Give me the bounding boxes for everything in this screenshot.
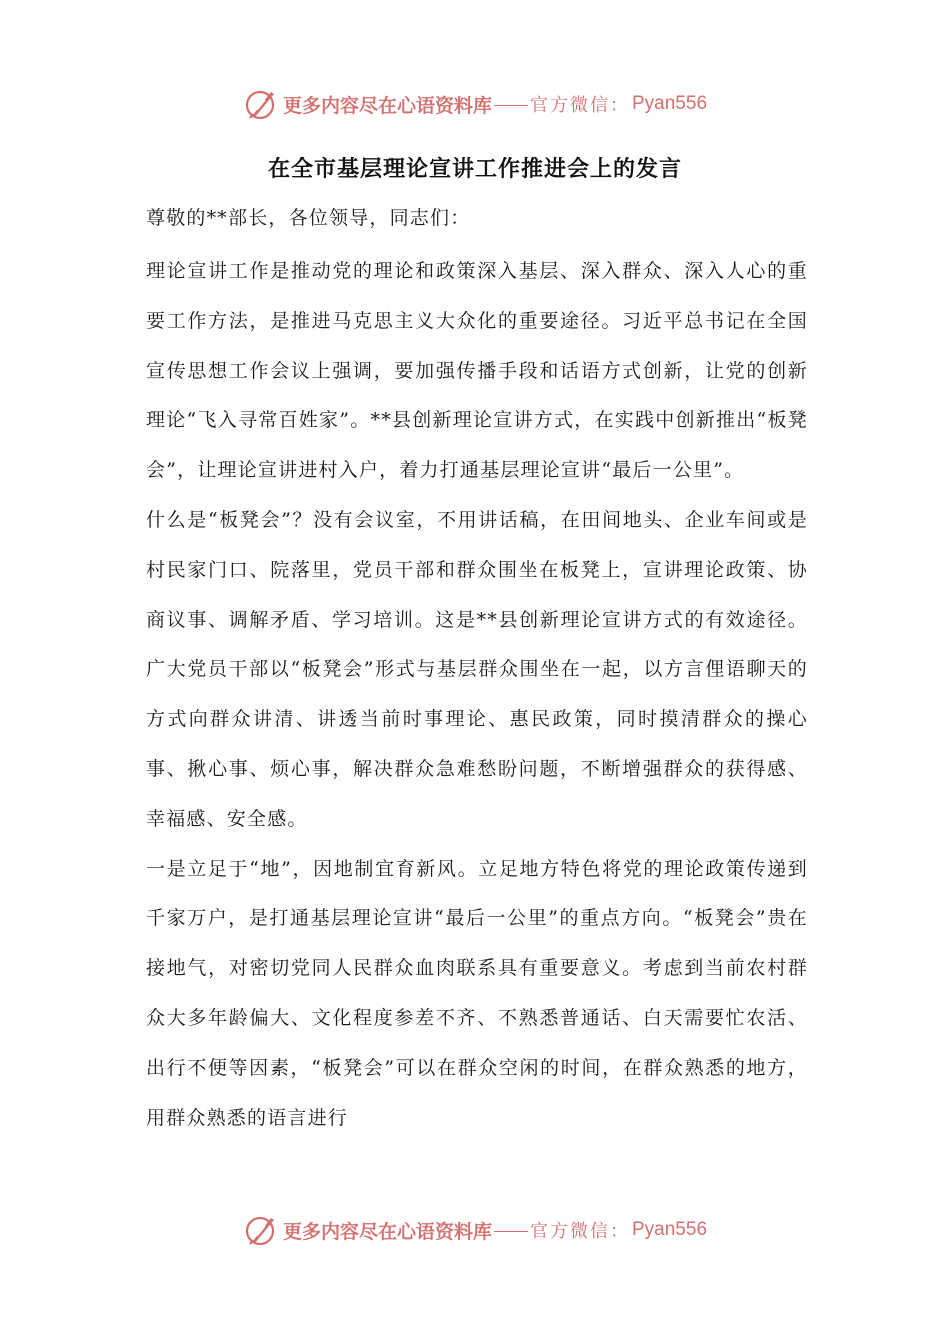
paragraph-3: 一是立足于“地”，因地制宜育新风。立足地方特色将党的理论政策传递到千家万户，是打通基层理论宣讲“最后一公里”的重点方向。“板凳会”贵在接地气，对密切党同人民群众血肉联系具有重要意义。考虑到当前农村群众大多年龄偏大、文化程度参差不齐、不熟悉普通话、白天需要忙农活、出行不便等因素，“板凳会”可以在群众空闲的时间，在群众熟悉的地方，用群众熟悉的语言进行 bbox=[146, 857, 808, 1129]
banner-subtext: 官方微信： bbox=[530, 95, 630, 116]
quill-logo-icon bbox=[243, 1212, 279, 1248]
banner-text: 更多内容尽在心语资料库 bbox=[282, 94, 492, 117]
banner-wechat-id: Pyan556 bbox=[632, 1219, 708, 1240]
footer-watermark-banner bbox=[0, 1210, 950, 1250]
banner-dash bbox=[494, 1231, 528, 1232]
document-title: 在全市基层理论宣讲工作推进会上的发言 bbox=[267, 156, 682, 182]
banner-wechat-id: Pyan556 bbox=[632, 93, 708, 114]
banner-dash bbox=[494, 105, 528, 106]
paragraph-2: 什么是“板凳会”？没有会议室，不用讲话稿，在田间地头、企业车间或是村民家门口、院落里，党员干部和群众围坐在板凳上，宣讲理论政策、协商议事、调解矛盾、学习培训。这是**县创新理论宣讲方式的有效途径。广大党员干部以“板凳会”形式与基层群众围坐在一起，以方言俚语聊天的方式向群众讲清、讲透当前时事理论、惠民政策，同时摸清群众的操心事、揪心事、烦心事，解决群众急难愁盼问题，不断增强群众的获得感、幸福感、安全感。 bbox=[146, 508, 808, 830]
header-watermark-banner bbox=[0, 84, 950, 124]
banner-subtext: 官方微信： bbox=[530, 1221, 630, 1242]
quill-logo-icon bbox=[243, 86, 279, 122]
greeting: 尊敬的**部长，各位领导，同志们： bbox=[146, 207, 471, 229]
banner-text: 更多内容尽在心语资料库 bbox=[282, 1220, 492, 1243]
paragraph-1: 理论宣讲工作是推动党的理论和政策深入基层、深入群众、深入人心的重要工作方法，是推进马克思主义大众化的重要途径。习近平总书记在全国宣传思想工作会议上强调，要加强传播手段和话语方式创新，让党的创新理论“飞入寻常百姓家”。**县创新理论宣讲方式，在实践中创新推出“板凳会”，让理论宣讲进村入户，着力打通基层理论宣讲“最后一公里”。 bbox=[146, 260, 808, 482]
document-body bbox=[146, 198, 808, 1143]
